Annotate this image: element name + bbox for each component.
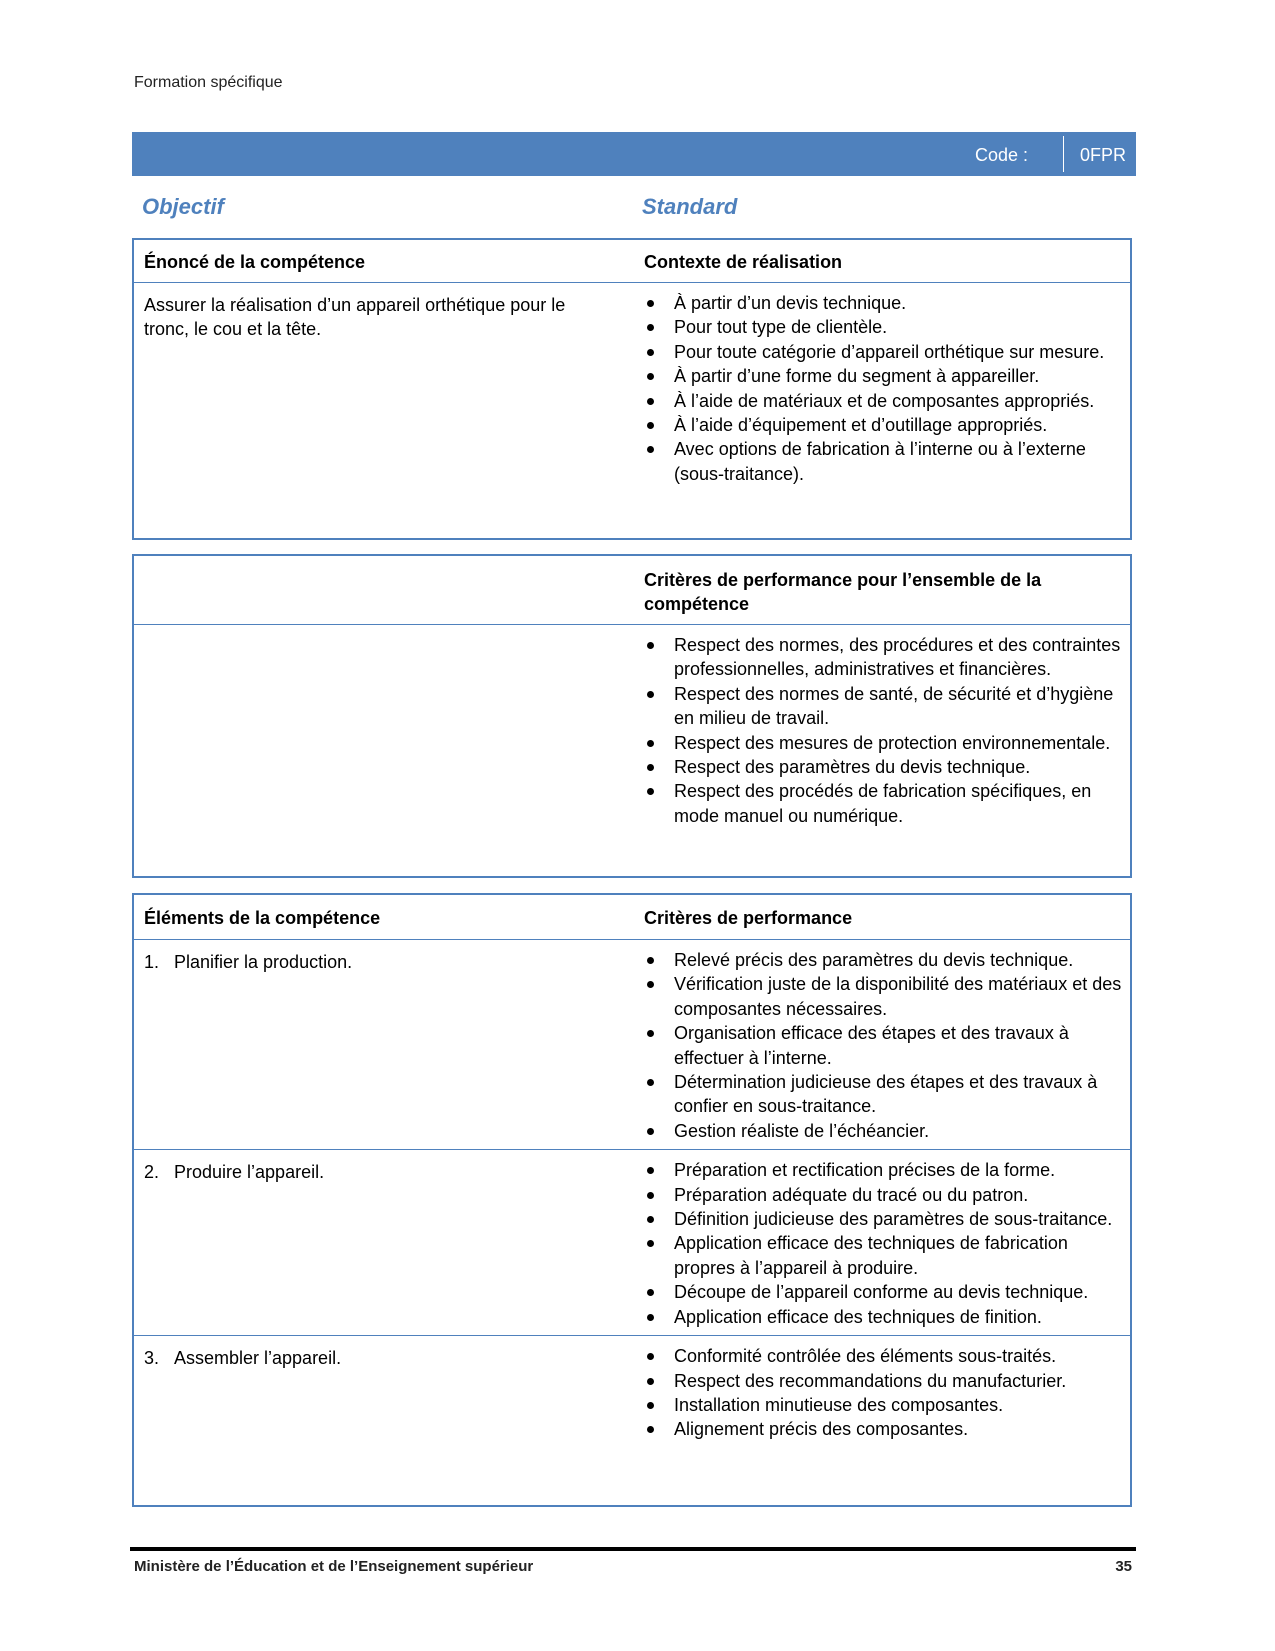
footer-page-number: 35 — [1115, 1558, 1132, 1575]
list-item: Alignement précis des composantes. — [644, 1417, 1124, 1441]
overall-criteria-header-row — [134, 556, 1130, 625]
list-item: Gestion réaliste de l’échéancier. — [644, 1119, 1124, 1143]
list-item: Installation minutieuse des composantes. — [644, 1393, 1124, 1417]
list-item: Vérification juste de la disponibilité des matériaux et des composantes nécessaires. — [644, 972, 1124, 1021]
element-title — [144, 950, 604, 974]
code-bar — [132, 132, 1136, 176]
list-item: Organisation efficace des étapes et des travaux à effectuer à l’interne. — [644, 1021, 1124, 1070]
overall-criteria-body — [134, 625, 1130, 828]
standard-heading: Standard — [642, 194, 738, 219]
element-row — [134, 1336, 1130, 1448]
element-title-text: Planifier la production. — [174, 952, 353, 972]
elements-table — [132, 893, 1132, 1507]
competency-table-body — [134, 283, 1130, 486]
context-list — [644, 291, 1124, 486]
element-number: 1. — [144, 952, 160, 972]
list-item: Respect des paramètres du devis technique. — [644, 755, 1124, 779]
list-item: Détermination judicieuse des étapes et des travaux à confier en sous-traitance. — [644, 1070, 1124, 1119]
list-item: Préparation adéquate du tracé ou du patron. — [644, 1183, 1124, 1207]
competency-table-header — [134, 240, 1130, 283]
statement-header: Énoncé de la compétence — [144, 252, 366, 272]
code-value: 0FPR — [1079, 145, 1126, 165]
list-item: Avec options de fabrication à l’interne ou à l’externe (sous-traitance). — [644, 437, 1124, 486]
footer-rule — [130, 1547, 1136, 1551]
competency-statement: Assurer la réalisation d’un appareil orthétique pour le tronc, le cou et la tête. — [144, 295, 566, 339]
list-item: À l’aide d’équipement et d’outillage appropriés. — [644, 413, 1124, 437]
element-title-text: Assembler l’appareil. — [174, 1348, 342, 1369]
element-title — [144, 1346, 604, 1370]
list-item: Relevé précis des paramètres du devis technique. — [644, 948, 1124, 972]
list-item: Respect des normes, des procédures et des contraintes professionnelles, administratives et financières. — [644, 633, 1124, 682]
element-criteria-list — [644, 948, 1124, 1143]
list-item: Respect des procédés de fabrication spécifiques, en mode manuel ou numérique. — [644, 779, 1124, 828]
element-row — [134, 1150, 1130, 1336]
element-number: 3. — [144, 1348, 160, 1369]
elements-body — [134, 940, 1130, 1448]
list-item: À l’aide de matériaux et de composantes appropriés. — [644, 389, 1124, 413]
list-item: À partir d’un devis technique. — [644, 291, 1124, 315]
criteria-header: Critères de performance — [644, 908, 853, 928]
list-item: Préparation et rectification précises de la forme. — [644, 1158, 1124, 1182]
list-item: À partir d’une forme du segment à appareiller. — [644, 364, 1124, 388]
element-title — [144, 1160, 604, 1184]
elements-header: Éléments de la compétence — [144, 908, 381, 928]
list-item: Pour tout type de clientèle. — [644, 315, 1124, 339]
list-item: Application efficace des techniques de fabrication propres à l’appareil à produire. — [644, 1231, 1124, 1280]
overall-criteria-table — [132, 554, 1132, 878]
running-header: Formation spécifique — [134, 74, 283, 91]
element-row — [134, 940, 1130, 1150]
elements-table-header — [134, 895, 1130, 940]
code-label: Code : — [974, 145, 1028, 165]
list-item: Respect des mesures de protection environnementale. — [644, 731, 1124, 755]
list-item: Découpe de l’appareil conforme au devis technique. — [644, 1280, 1124, 1304]
list-item: Application efficace des techniques de finition. — [644, 1305, 1124, 1329]
list-item: Respect des normes de santé, de sécurité et d’hygiène en milieu de travail. — [644, 682, 1124, 731]
element-criteria-list — [644, 1344, 1124, 1442]
context-header: Contexte de réalisation — [644, 252, 843, 272]
element-number: 2. — [144, 1162, 160, 1183]
overall-criteria-list — [644, 633, 1124, 828]
competency-table — [132, 238, 1132, 540]
code-separator — [1063, 136, 1064, 172]
footer-ministry: Ministère de l’Éducation et de l’Enseignement supérieur — [134, 1558, 534, 1575]
element-criteria-list — [644, 1158, 1124, 1329]
overall-criteria-header: Critères de performance pour l’ensemble de la compétence — [644, 570, 1042, 614]
list-item: Pour toute catégorie d’appareil orthétique sur mesure. — [644, 340, 1124, 364]
element-title-text: Produire l’appareil. — [174, 1162, 325, 1183]
list-item: Respect des recommandations du manufacturier. — [644, 1369, 1124, 1393]
list-item: Définition judicieuse des paramètres de sous-traitance. — [644, 1207, 1124, 1231]
list-item: Conformité contrôlée des éléments sous-traités. — [644, 1344, 1124, 1368]
objective-heading: Objectif — [142, 194, 224, 219]
